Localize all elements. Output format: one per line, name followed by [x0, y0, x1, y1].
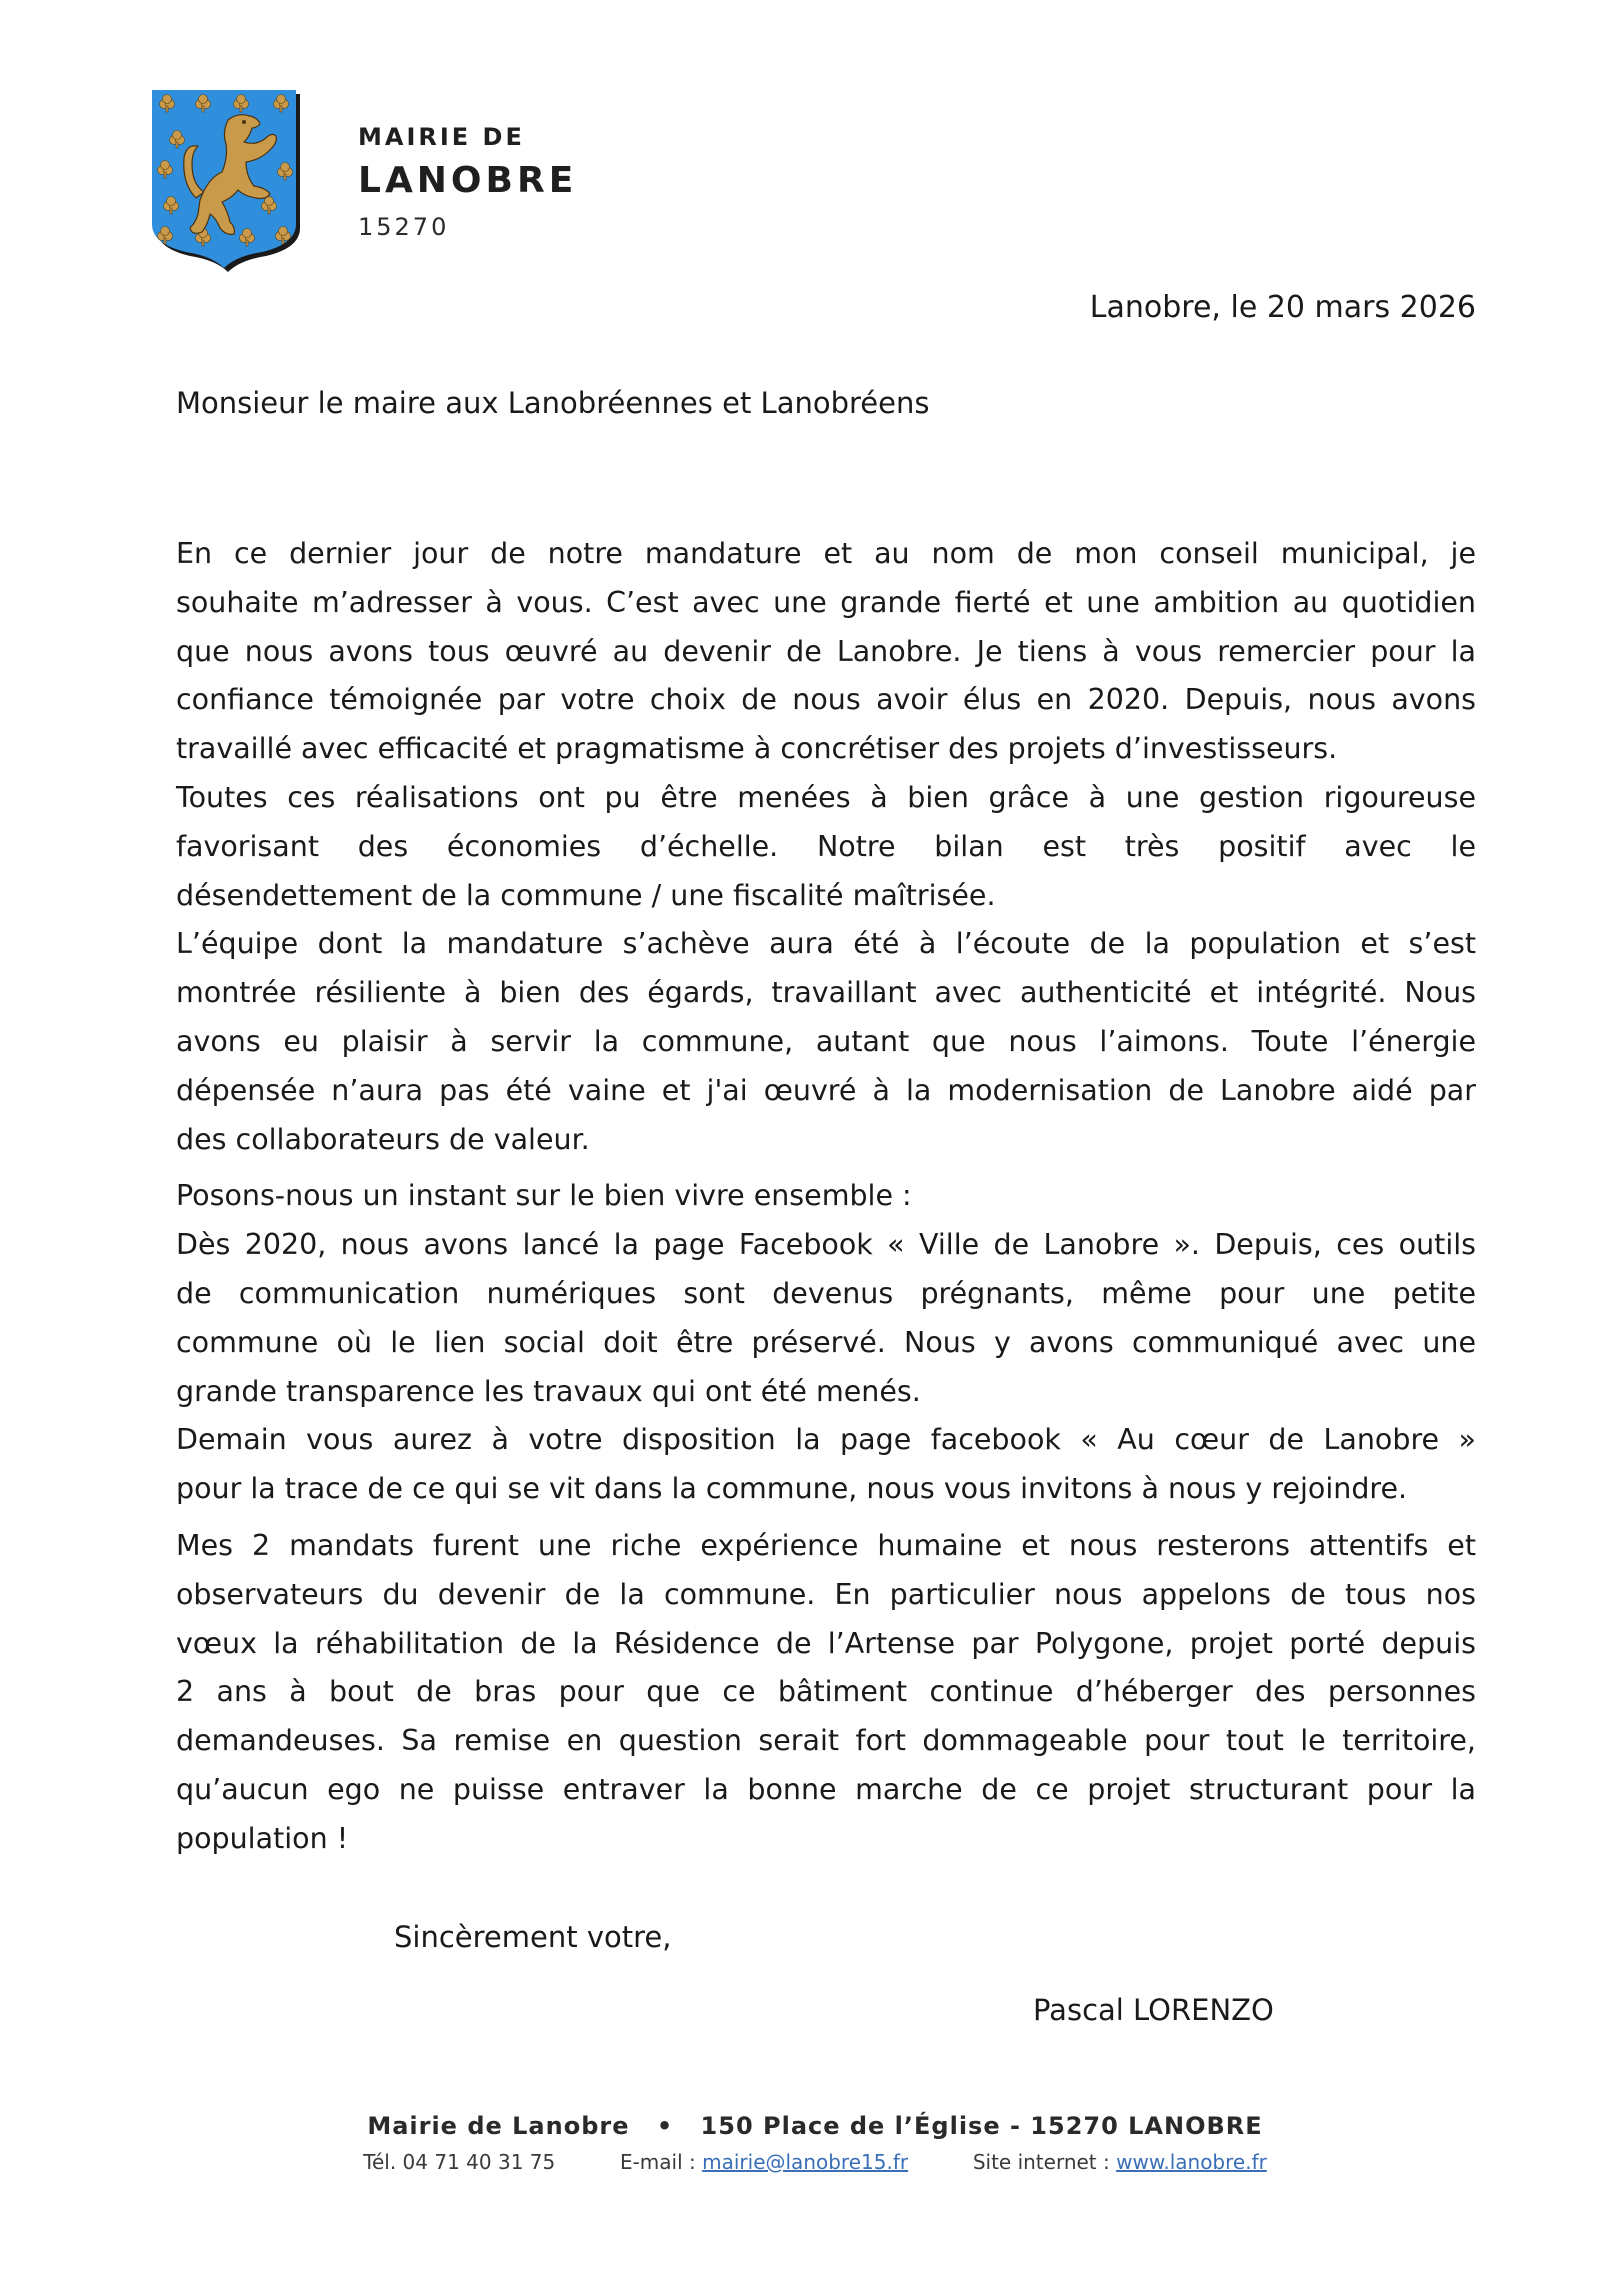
letter-salutation: Monsieur le maire aux Lanobréennes et Lanobréens — [176, 386, 930, 420]
body-line: souhaite m’adresser à vous. C’est avec une grande fierté et une ambition au quotidien — [176, 585, 1476, 619]
body-line: désendettement de la commune / une fiscalité maîtrisée. — [176, 878, 996, 912]
footer-website-link[interactable]: www.lanobre.fr — [1116, 2150, 1267, 2174]
body-line: population ! — [176, 1821, 349, 1855]
coat-of-arms-logo — [148, 88, 304, 274]
body-line: grande transparence les travaux qui ont été menés. — [176, 1374, 921, 1408]
body-line: vœux la réhabilitation de la Résidence de l’Artense par Polygone, projet porté depuis — [176, 1626, 1476, 1660]
body-line: que nous avons tous œuvré au devenir de Lanobre. Je tiens à vous remercier pour la — [176, 634, 1476, 668]
footer-phone: Tél. 04 71 40 31 75 — [363, 2150, 556, 2174]
bullet-separator-icon: • — [656, 2112, 674, 2140]
body-line: En ce dernier jour de notre mandature et au nom de mon conseil municipal, je — [176, 537, 1476, 570]
footer-website-label: Site internet : — [972, 2150, 1110, 2174]
body-line: 2 ans à bout de bras pour que ce bâtiment continue d’héberger des personnes — [176, 1675, 1476, 1709]
body-line: qu’aucun ego ne puisse entraver la bonne marche de ce projet structurant pour la — [176, 1772, 1476, 1806]
paragraph-5 — [176, 1221, 1476, 1416]
footer-contact-line — [0, 2150, 1600, 2174]
body-line: observateurs du devenir de la commune. En particulier nous appelons de tous nos — [176, 1577, 1476, 1611]
body-line: Posons-nous un instant sur le bien vivre ensemble : — [176, 1179, 912, 1213]
letter-body — [176, 530, 1476, 1864]
paragraph-6 — [176, 1416, 1476, 1514]
body-line: Mes 2 mandats furent une riche expérience humaine et nous resterons attentifs et — [176, 1528, 1476, 1562]
body-line: dépensée n’aura pas été vaine et j'ai œuvré à la modernisation de Lanobre aidé par — [176, 1073, 1476, 1107]
letterhead-town-name: LANOBRE — [358, 160, 578, 201]
paragraph-2 — [176, 774, 1476, 920]
body-line: demandeuses. Sa remise en question serait fort dommageable pour tout le territoire, — [176, 1724, 1476, 1758]
paragraph-7 — [176, 1522, 1476, 1864]
body-line: montrée résiliente à bien des égards, travaillant avec authenticité et intégrité. Nous — [176, 976, 1476, 1010]
body-line: Dès 2020, nous avons lancé la page Facebook « Ville de Lanobre ». Depuis, ces outils — [176, 1228, 1476, 1262]
footer-email-link[interactable]: mairie@lanobre15.fr — [702, 2150, 909, 2174]
body-line: avons eu plaisir à servir la commune, autant que nous l’aimons. Toute l’énergie — [176, 1024, 1476, 1058]
footer-email-label: E-mail : — [619, 2150, 696, 2174]
signatory-name: Pascal LORENZO — [1033, 1993, 1274, 2027]
body-line: pour la trace de ce qui se vit dans la commune, nous vous invitons à nous y rejoindre. — [176, 1472, 1408, 1506]
letterhead — [358, 122, 577, 242]
letterhead-mairie-de: MAIRIE DE — [358, 123, 525, 151]
letterhead-postcode: 15270 — [358, 213, 450, 241]
footer-address-line — [0, 2112, 1600, 2140]
paragraph-3 — [176, 920, 1476, 1164]
letter-footer — [0, 2112, 1600, 2174]
body-line: confiance témoignée par votre choix de nous avoir élus en 2020. Depuis, nous avons — [176, 683, 1476, 717]
footer-org-name: Mairie de Lanobre — [367, 2112, 630, 2140]
body-line: Toutes ces réalisations ont pu être menées à bien grâce à une gestion rigoureuse — [176, 780, 1476, 814]
body-line: travaillé avec efficacité et pragmatisme à concrétiser des projets d’investisseurs. — [176, 732, 1338, 766]
body-line: commune où le lien social doit être préservé. Nous y avons communiqué avec une — [176, 1325, 1476, 1359]
footer-address: 150 Place de l’Église - 15270 LANOBRE — [700, 2112, 1263, 2140]
body-line: des collaborateurs de valeur. — [176, 1122, 590, 1156]
body-line: L’équipe dont la mandature s’achève aura été à l’écoute de la population et s’est — [176, 927, 1476, 961]
body-line: favorisant des économies d’échelle. Notre bilan est très positif avec le — [176, 829, 1476, 863]
letter-closing: Sincèrement votre, — [394, 1920, 672, 1954]
lion-crest-icon — [148, 88, 304, 274]
body-line: de communication numériques sont devenus prégnants, même pour une petite — [176, 1276, 1476, 1310]
paragraph-1 — [176, 530, 1476, 774]
body-line: Demain vous aurez à votre disposition la page facebook « Au cœur de Lanobre » — [176, 1423, 1476, 1457]
paragraph-4 — [176, 1172, 1476, 1221]
letter-date: Lanobre, le 20 mars 2026 — [1089, 290, 1476, 325]
